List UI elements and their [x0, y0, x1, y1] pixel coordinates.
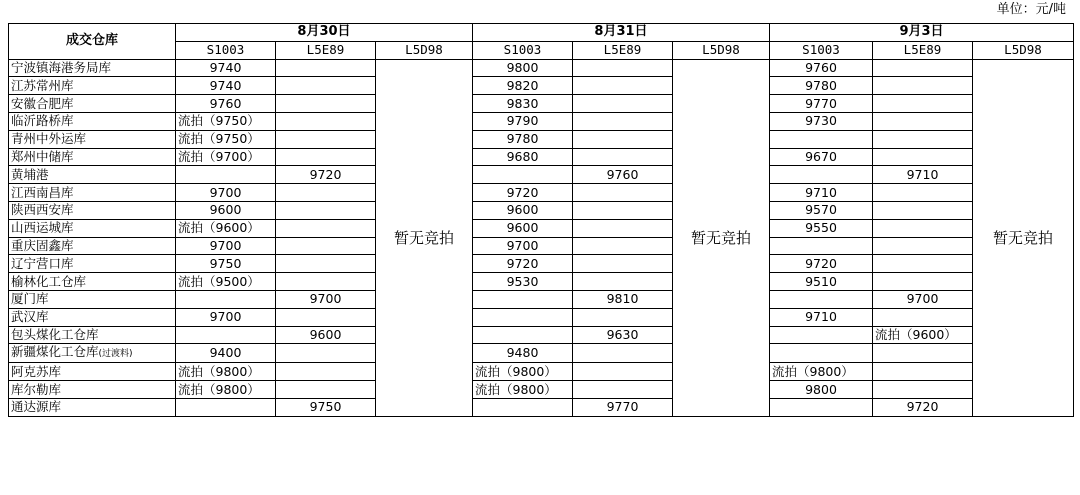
- price-cell: 9700: [873, 290, 973, 308]
- price-cell: 9700: [176, 237, 276, 255]
- table-row: [9, 112, 1074, 130]
- warehouse-name-text: 榆林化工仓库: [11, 273, 87, 289]
- price-cell: [276, 112, 376, 130]
- price-cell: [573, 255, 673, 273]
- price-cell: [276, 363, 376, 381]
- product-code-header: S1003: [176, 41, 276, 59]
- warehouse-name-note: (过渡料): [98, 349, 133, 360]
- warehouse-name-text: 陕西西安库: [11, 202, 74, 218]
- price-cell: [573, 363, 673, 381]
- warehouse-name: [9, 219, 176, 237]
- price-cell: [276, 237, 376, 255]
- price-cell: [276, 308, 376, 326]
- table-row: [9, 290, 1074, 308]
- price-cell: [276, 201, 376, 219]
- table-row: [9, 255, 1074, 273]
- price-cell: [770, 326, 873, 344]
- warehouse-name-text: 包头煤化工仓库: [11, 326, 99, 342]
- price-cell: [770, 237, 873, 255]
- price-cell: [276, 184, 376, 202]
- price-cell: [573, 77, 673, 95]
- price-cell: [573, 201, 673, 219]
- warehouse-name: [9, 201, 176, 219]
- price-cell: [873, 237, 973, 255]
- warehouse-name-text: 辽宁营口库: [11, 255, 74, 271]
- price-cell: [473, 308, 573, 326]
- price-cell: 流拍（9600）: [873, 326, 973, 344]
- price-cell: 9720: [770, 255, 873, 273]
- table-row: [9, 95, 1074, 113]
- price-cell: [873, 363, 973, 381]
- unit-label: 单位：元/吨: [996, 2, 1066, 17]
- price-cell: [873, 95, 973, 113]
- price-cell: 9680: [473, 148, 573, 166]
- price-cell: 9720: [276, 166, 376, 184]
- price-cell: 9830: [473, 95, 573, 113]
- price-cell: [770, 398, 873, 416]
- price-cell: 9510: [770, 273, 873, 291]
- price-cell: [770, 344, 873, 363]
- warehouse-name: [9, 59, 176, 77]
- price-cell: [276, 273, 376, 291]
- price-cell: [573, 59, 673, 77]
- warehouse-name-text: 青州中外运库: [11, 131, 87, 147]
- price-cell: 流拍（9750）: [176, 130, 276, 148]
- price-cell: [873, 112, 973, 130]
- price-cell: 流拍（9800）: [176, 381, 276, 399]
- price-cell: [573, 273, 673, 291]
- warehouse-name-text: 库尔勒库: [11, 381, 62, 397]
- price-cell: [573, 381, 673, 399]
- price-cell: [873, 308, 973, 326]
- warehouse-name: [9, 273, 176, 291]
- price-cell: [573, 95, 673, 113]
- price-cell: 9740: [176, 77, 276, 95]
- warehouse-name: [9, 290, 176, 308]
- price-cell: [873, 184, 973, 202]
- price-cell: 9720: [473, 184, 573, 202]
- table-row: [9, 77, 1074, 95]
- price-cell: 9600: [276, 326, 376, 344]
- price-cell: 9760: [573, 166, 673, 184]
- price-cell: [873, 344, 973, 363]
- warehouse-name: [9, 363, 176, 381]
- table-row: [9, 273, 1074, 291]
- price-cell: 9740: [176, 59, 276, 77]
- price-cell: [573, 219, 673, 237]
- price-cell: 9400: [176, 344, 276, 363]
- warehouse-name: [9, 148, 176, 166]
- price-cell: [573, 308, 673, 326]
- product-code-header: L5D98: [973, 41, 1074, 59]
- price-cell: 9820: [473, 77, 573, 95]
- price-cell: [873, 148, 973, 166]
- price-cell: [176, 290, 276, 308]
- price-cell: [176, 398, 276, 416]
- price-cell: 9530: [473, 273, 573, 291]
- table-row: [9, 398, 1074, 416]
- warehouse-name: [9, 95, 176, 113]
- warehouse-name: [9, 381, 176, 399]
- table-row: [9, 148, 1074, 166]
- date-header: 9月3日: [770, 24, 1074, 42]
- warehouse-name-text: 黄埔港: [11, 166, 49, 182]
- warehouse-name-text: 阿克苏库: [11, 363, 62, 379]
- table-row: [9, 326, 1074, 344]
- price-cell: [573, 184, 673, 202]
- price-cell: [176, 326, 276, 344]
- price-cell: 9790: [473, 112, 573, 130]
- price-cell: 9730: [770, 112, 873, 130]
- warehouse-name-text: 安徽合肥库: [11, 95, 74, 111]
- product-code-header: L5E89: [873, 41, 973, 59]
- price-cell: 9720: [873, 398, 973, 416]
- table-row: [9, 166, 1074, 184]
- product-code-header: S1003: [770, 41, 873, 59]
- warehouse-name: [9, 344, 176, 363]
- price-cell: 9480: [473, 344, 573, 363]
- price-cell: [276, 77, 376, 95]
- price-cell: 9750: [176, 255, 276, 273]
- price-cell: 9670: [770, 148, 873, 166]
- table-row: [9, 219, 1074, 237]
- price-cell: [276, 95, 376, 113]
- price-cell: 9760: [176, 95, 276, 113]
- price-cell: [873, 255, 973, 273]
- price-cell: 9760: [770, 59, 873, 77]
- price-cell: 9800: [770, 381, 873, 399]
- warehouse-name: [9, 184, 176, 202]
- price-cell: [770, 290, 873, 308]
- table-row: [9, 363, 1074, 381]
- price-cell: 9710: [770, 184, 873, 202]
- warehouse-name-text: 山西运城库: [11, 220, 74, 236]
- price-cell: 流拍（9800）: [473, 381, 573, 399]
- price-cell: 9800: [473, 59, 573, 77]
- price-cell: [276, 255, 376, 273]
- price-cell: [873, 77, 973, 95]
- price-cell: 9780: [473, 130, 573, 148]
- price-cell: 9700: [176, 184, 276, 202]
- warehouse-name: [9, 326, 176, 344]
- no-bid-cell: 暂无竞拍: [376, 59, 473, 416]
- price-cell: 9710: [873, 166, 973, 184]
- price-cell: 流拍（9800）: [770, 363, 873, 381]
- warehouse-column-header: 成交仓库: [9, 24, 176, 60]
- date-header: 8月30日: [176, 24, 473, 42]
- table-row: [9, 201, 1074, 219]
- warehouse-name-text: 厦门库: [11, 291, 49, 307]
- price-cell: 9720: [473, 255, 573, 273]
- price-cell: [873, 219, 973, 237]
- price-cell: 9770: [573, 398, 673, 416]
- price-cell: [573, 148, 673, 166]
- price-cell: [873, 130, 973, 148]
- warehouse-name-text: 武汉库: [11, 309, 49, 325]
- warehouse-name: [9, 308, 176, 326]
- price-cell: 9700: [176, 308, 276, 326]
- price-cell: 流拍（9800）: [176, 363, 276, 381]
- price-cell: [873, 273, 973, 291]
- table-row: [9, 308, 1074, 326]
- price-cell: [276, 344, 376, 363]
- price-cell: [770, 130, 873, 148]
- price-cell: [276, 219, 376, 237]
- warehouse-name: [9, 237, 176, 255]
- price-cell: 9600: [473, 201, 573, 219]
- warehouse-name-text: 郑州中储库: [11, 148, 74, 164]
- warehouse-name: [9, 112, 176, 130]
- warehouse-name-text: 江西南昌库: [11, 184, 74, 200]
- price-cell: [276, 148, 376, 166]
- price-cell: 9700: [473, 237, 573, 255]
- table-row: [9, 381, 1074, 399]
- price-cell: 流拍（9700）: [176, 148, 276, 166]
- warehouse-name-text: 新疆煤化工仓库: [11, 344, 99, 360]
- price-cell: [473, 166, 573, 184]
- price-cell: 流拍（9600）: [176, 219, 276, 237]
- table-row: [9, 344, 1074, 363]
- price-cell: [573, 130, 673, 148]
- warehouse-name: [9, 77, 176, 95]
- warehouse-name-text: 临沂路桥库: [11, 113, 74, 129]
- price-cell: [573, 344, 673, 363]
- price-cell: [873, 59, 973, 77]
- price-cell: 9810: [573, 290, 673, 308]
- price-cell: 9550: [770, 219, 873, 237]
- warehouse-name: [9, 130, 176, 148]
- date-header-row: [9, 24, 1074, 42]
- price-cell: [176, 166, 276, 184]
- no-bid-cell: 暂无竞拍: [973, 59, 1074, 416]
- warehouse-name: [9, 398, 176, 416]
- table-row: [9, 237, 1074, 255]
- table-body: [9, 59, 1074, 416]
- warehouse-name: [9, 255, 176, 273]
- price-cell: 9630: [573, 326, 673, 344]
- price-cell: [276, 381, 376, 399]
- price-cell: [573, 112, 673, 130]
- warehouse-name-text: 宁波镇海港务局库: [11, 59, 112, 75]
- price-cell: [473, 290, 573, 308]
- price-cell: 流拍（9750）: [176, 112, 276, 130]
- date-header: 8月31日: [473, 24, 770, 42]
- price-cell: [276, 130, 376, 148]
- product-code-header: L5D98: [376, 41, 473, 59]
- warehouse-name-text: 重庆固鑫库: [11, 237, 74, 253]
- warehouse-name: [9, 166, 176, 184]
- price-cell: 9600: [176, 201, 276, 219]
- price-cell: [473, 398, 573, 416]
- auction-price-table: [8, 23, 1074, 417]
- product-code-header: L5E89: [573, 41, 673, 59]
- price-cell: 9570: [770, 201, 873, 219]
- product-code-header: S1003: [473, 41, 573, 59]
- table-row: [9, 184, 1074, 202]
- table-row: [9, 130, 1074, 148]
- price-cell: [873, 381, 973, 399]
- price-cell: 9600: [473, 219, 573, 237]
- price-cell: 9700: [276, 290, 376, 308]
- no-bid-cell: 暂无竞拍: [673, 59, 770, 416]
- price-cell: [473, 326, 573, 344]
- price-cell: [573, 237, 673, 255]
- warehouse-name-text: 江苏常州库: [11, 77, 74, 93]
- price-cell: [873, 201, 973, 219]
- product-code-header: L5D98: [673, 41, 770, 59]
- price-cell: 9710: [770, 308, 873, 326]
- price-cell: 流拍（9500）: [176, 273, 276, 291]
- table-row: [9, 59, 1074, 77]
- price-cell: 9770: [770, 95, 873, 113]
- price-cell: 9780: [770, 77, 873, 95]
- price-cell: 流拍（9800）: [473, 363, 573, 381]
- price-cell: 9750: [276, 398, 376, 416]
- product-code-header: L5E89: [276, 41, 376, 59]
- warehouse-name-text: 通达源库: [11, 399, 62, 415]
- price-cell: [770, 166, 873, 184]
- price-cell: [276, 59, 376, 77]
